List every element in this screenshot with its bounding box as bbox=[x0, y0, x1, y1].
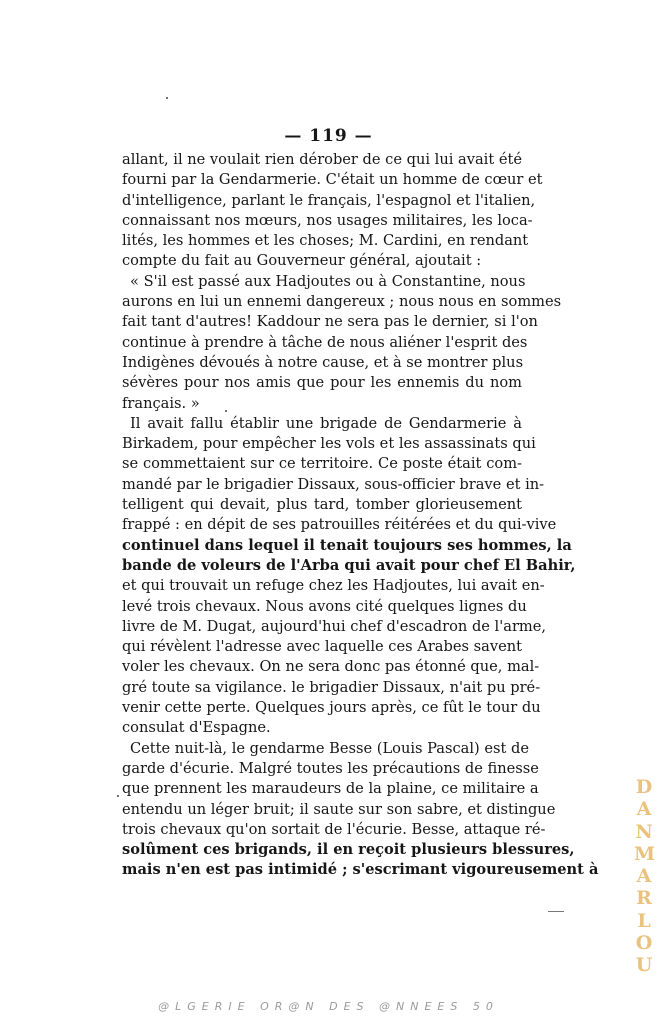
text-line: Il avait fallu établir une brigade de Gendarmerie à bbox=[130, 414, 522, 432]
text-line: garde d'écurie. Malgré toutes les précautions de finesse bbox=[122, 759, 539, 777]
text-line: et qui trouvait un refuge chez les Hadjoutes, lui avait en- bbox=[122, 577, 545, 595]
text-line: venir cette perte. Quelques jours après, ce fût le tour du bbox=[122, 699, 541, 717]
margin-dash bbox=[548, 911, 564, 912]
text-line: bande de voleurs de l'Arba qui avait pour chef El Bahir, bbox=[122, 556, 576, 574]
watermark-letter: D bbox=[635, 776, 653, 798]
text-line: continuel dans lequel il tenait toujours ses hommes, la bbox=[122, 536, 572, 554]
watermark-letter: O bbox=[635, 932, 653, 955]
text-line: compte du fait au Gouverneur général, ajoutait : bbox=[122, 252, 482, 270]
text-line: voler les chevaux. On ne sera donc pas étonné que, mal- bbox=[122, 658, 540, 676]
scan-speck bbox=[225, 410, 227, 412]
text-line: se commettaient sur ce territoire. Ce poste était com- bbox=[122, 455, 522, 473]
text-line: qui révèlent l'adresse avec laquelle ces Arabes savent bbox=[122, 638, 522, 656]
text-line: Indigènes dévoués à notre cause, et à se montrer plus bbox=[122, 353, 524, 371]
text-line: trois chevaux qu'on sortait de l'écurie. Besse, attaque ré- bbox=[122, 820, 546, 838]
text-body bbox=[122, 150, 599, 881]
text-line: telligent qui devait, plus tard, tomber glorieusement bbox=[122, 496, 522, 514]
text-line: que prennent les maraudeurs de la plaine, ce militaire a bbox=[122, 780, 539, 798]
scan-speck bbox=[117, 795, 119, 797]
watermark-letter: R bbox=[636, 887, 652, 910]
watermark-letter: N bbox=[635, 820, 653, 843]
text-line: fait tant d'autres! Kaddour ne sera pas le dernier, si l'on bbox=[122, 313, 538, 331]
text-line: sévères pour nos amis que pour les ennemis du nom bbox=[122, 374, 522, 392]
footer-caption: @LGERIE OR@N DES @NNEES 50 bbox=[158, 1000, 499, 1013]
text-line: mais n'en est pas intimidé ; s'escrimant vigoureusement à bbox=[122, 861, 599, 879]
scan-speck bbox=[166, 97, 168, 99]
text-line: français. » bbox=[122, 394, 200, 412]
text-line: d'intelligence, parlant le français, l'espagnol et l'italien, bbox=[122, 191, 536, 209]
watermark-letter: U bbox=[635, 954, 653, 977]
text-line: Cette nuit-là, le gendarme Besse (Louis Pascal) est de bbox=[130, 739, 529, 757]
text-line: allant, il ne voulait rien dérober de ce qui lui avait été bbox=[122, 151, 522, 168]
text-line: livre de M. Dugat, aujourd'hui chef d'escadron de l'arme, bbox=[122, 617, 547, 635]
text-line: aurons en lui un ennemi dangereux ; nous nous en sommes bbox=[122, 293, 562, 311]
text-line: consulat d'Espagne. bbox=[122, 719, 271, 737]
text-line: lités, les hommes et les choses; M. Cardini, en rendant bbox=[122, 232, 529, 250]
text-line: gré toute sa vigilance. le brigadier Dissaux, n'ait pu pré- bbox=[122, 678, 541, 696]
text-line: continue à prendre à tâche de nous aliéner l'esprit des bbox=[122, 333, 528, 351]
text-line: Birkadem, pour empêcher les vols et les assassinats qui bbox=[122, 435, 536, 453]
watermark-letter: M bbox=[634, 842, 656, 865]
text-line: solûment ces brigands, il en reçoit plusieurs blessures, bbox=[122, 841, 575, 859]
text-line: fourni par la Gendarmerie. C'était un homme de cœur et bbox=[122, 171, 543, 189]
text-line: connaissant nos mœurs, nos usages militaires, les loca- bbox=[122, 211, 533, 229]
text-line: frappé : en dépit de ses patrouilles réitérées et du qui-vive bbox=[122, 516, 557, 534]
watermark-letter: L bbox=[637, 909, 651, 932]
text-line: entendu un léger bruit; il saute sur son sabre, et distingue bbox=[122, 800, 556, 818]
text-line: mandé par le brigadier Dissaux, sous-officier brave et in- bbox=[122, 475, 545, 493]
text-line: « S'il est passé aux Hadjoutes ou à Constantine, nous bbox=[130, 272, 526, 290]
watermark-letter: A bbox=[636, 865, 652, 888]
watermark-letter: A bbox=[636, 798, 652, 821]
text-line: levé trois chevaux. Nous avons cité quelques lignes du bbox=[122, 597, 527, 615]
page-number: — 119 — bbox=[284, 126, 373, 146]
side-watermark bbox=[634, 776, 654, 977]
